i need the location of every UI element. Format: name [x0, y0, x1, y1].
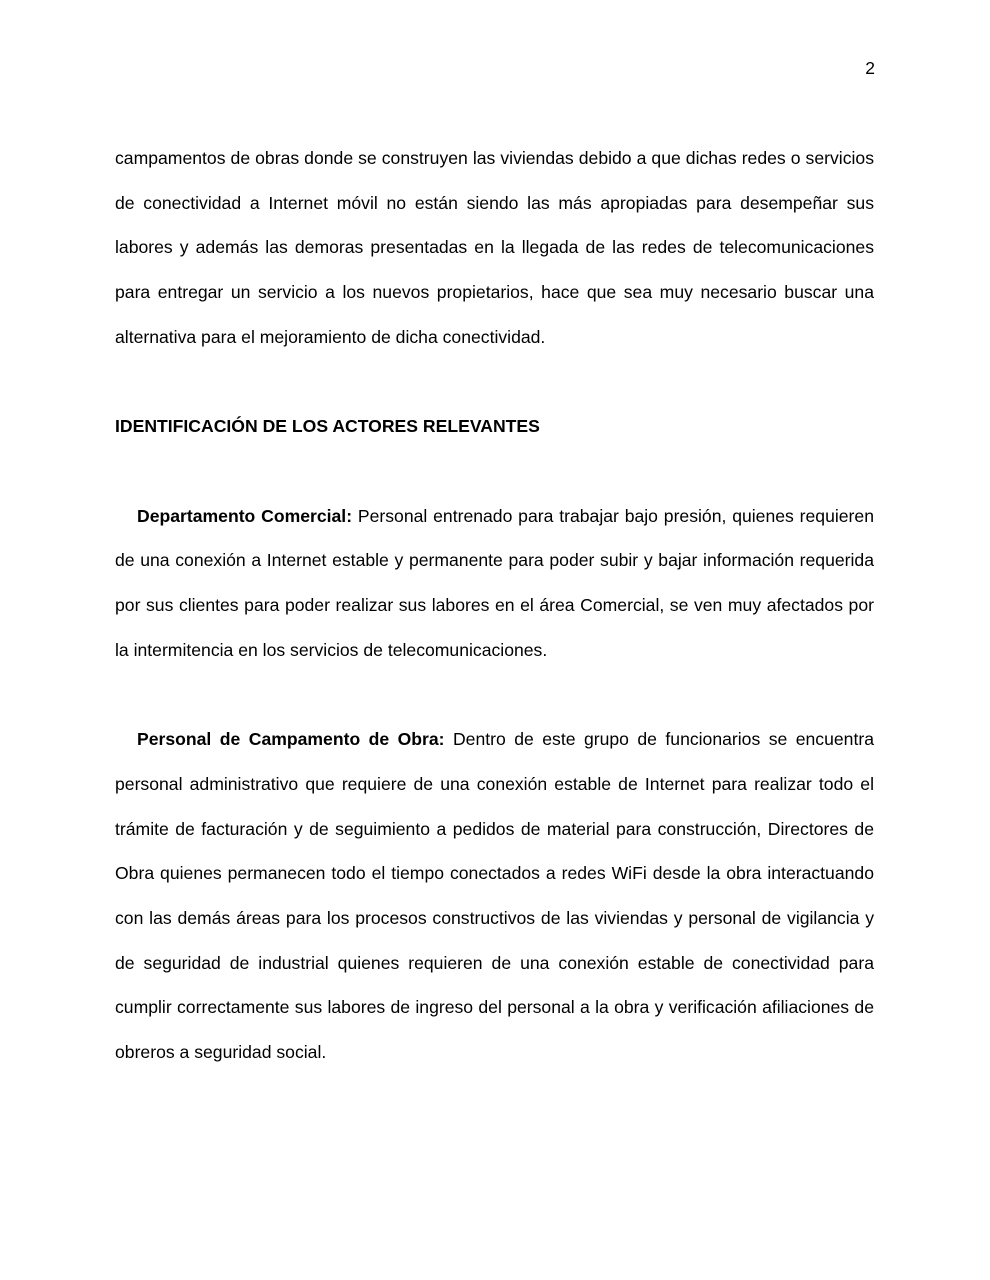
page-number: 2 — [865, 58, 875, 78]
section-heading: IDENTIFICACIÓN DE LOS ACTORES RELEVANTES — [115, 416, 540, 437]
actor-camp-description: Dentro de este grupo de funcionarios se encuentra personal administrativo que requiere de una conexión estable de Internet para realizar todo el trámite de facturación y de seguimiento a pedidos de material para construcción, Directores de Obra quienes permanecen todo el tiempo conectados a redes WiFi desde la obra interactuando con las demás áreas para los procesos constructivos de las viviendas y personal de vigilancia y de seguridad de industrial quienes requieren de una conexión estable de conectividad para cumplir correctamente sus labores de ingreso del personal a la obra y verificación afiliaciones de obreros a seguridad social. — [115, 729, 874, 1063]
actor-commercial-description: Personal entrenado para trabajar bajo presión, quienes requieren de una conexión a Internet estable y permanente para poder subir y bajar información requerida por sus clientes para poder realizar sus labores en el área Comercial, se ven muy afectados por la intermitencia en los servicios de telecomunicaciones. — [115, 505, 874, 660]
actor-commercial-paragraph — [115, 494, 874, 673]
document-body — [115, 136, 874, 1075]
actor-commercial-term: Departamento Comercial: — [137, 505, 353, 526]
actor-camp-paragraph — [115, 717, 874, 1075]
intro-paragraph: campamentos de obras donde se construyen las viviendas debido a que dichas redes o servicios de conectividad a Internet móvil no están siendo las más apropiadas para desempeñar sus labores y además las demoras presentadas en la llegada de las redes de telecomunicaciones para entregar un servicio a los nuevos propietarios, hace que sea muy necesario buscar una alternativa para el mejoramiento de dicha conectividad. — [115, 148, 874, 347]
actor-camp-term: Personal de Campamento de Obra: — [137, 729, 445, 750]
